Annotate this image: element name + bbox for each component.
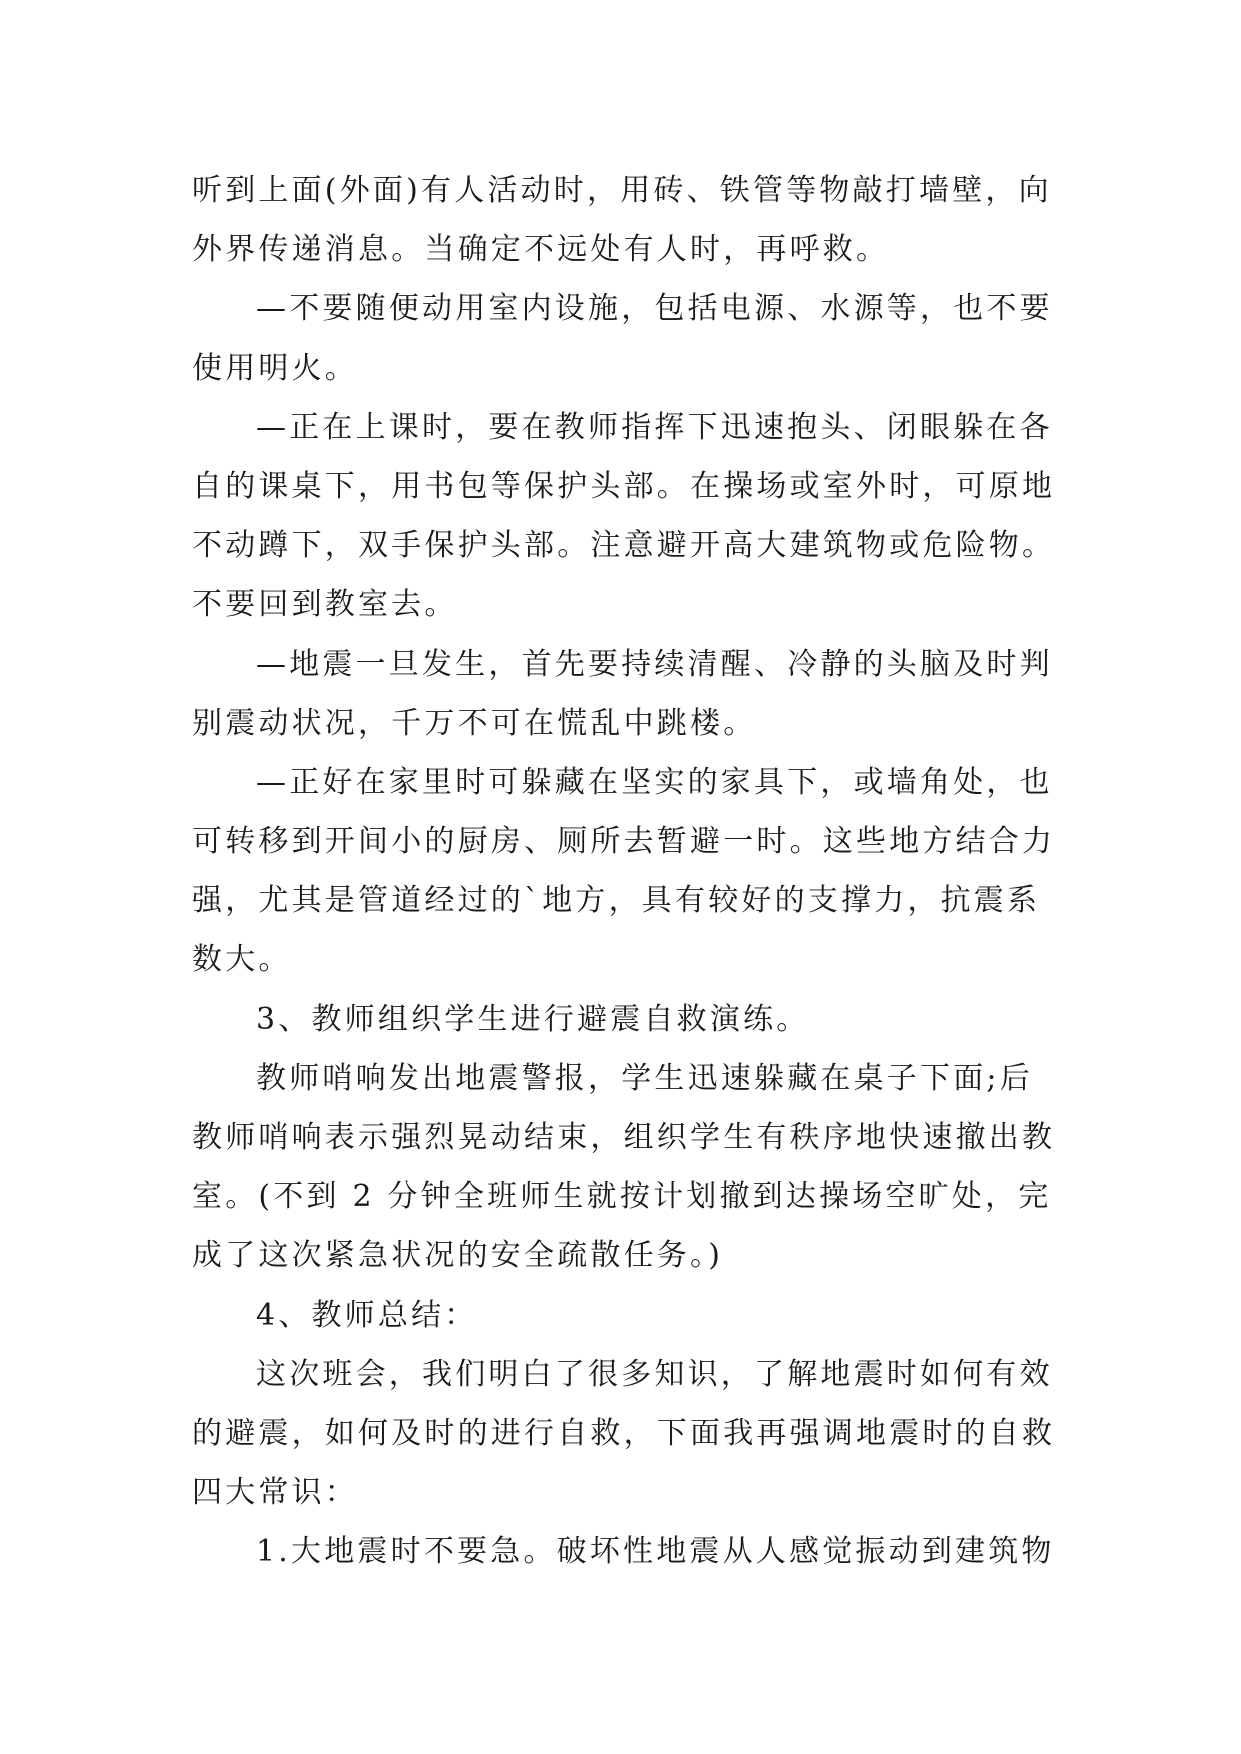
text-line: 不要回到教室去。: [192, 587, 458, 623]
text-line: 室。(不到 2 分钟全班师生就按计划撤到达操场空旷处，完: [192, 1179, 1052, 1215]
text-line: 1.大地震时不要急。破坏性地震从人感觉振动到建筑物: [256, 1534, 1055, 1570]
text-line: 成了这次紧急状况的安全疏散任务。): [192, 1238, 724, 1274]
body-text: [192, 161, 1067, 1582]
text-line: —正在上课时，要在教师指挥下迅速抱头、闭眼躲在各: [256, 409, 1053, 445]
text-line: 教师哨响发出地震警报，学生迅速躲藏在桌子下面;后: [256, 1060, 1033, 1096]
text-line: —正好在家里时可躲藏在坚实的家具下，或墙角处，也: [256, 764, 1053, 800]
text-line: 的避震，如何及时的进行自救，下面我再强调地震时的自救: [192, 1415, 1056, 1451]
text-line: 自的课桌下，用书包等保护头部。在操场或室外时，可原地: [192, 468, 1056, 504]
text-line: 四大常识：: [192, 1475, 358, 1511]
text-line: 别震动状况，千万不可在慌乱中跳楼。: [192, 705, 757, 741]
text-line: —地震一旦发生，首先要持续清醒、冷静的头脑及时判: [256, 646, 1053, 682]
text-line: 强，尤其是管道经过的`地方，具有较好的支撑力，抗震系: [192, 883, 1041, 919]
text-line: —不要随便动用室内设施，包括电源、水源等，也不要: [256, 291, 1053, 327]
text-line: 可转移到开间小的厨房、厕所去暂避一时。这些地方结合力: [192, 824, 1056, 860]
text-line: 使用明火。: [192, 350, 358, 386]
text-line: 听到上面(外面)有人活动时，用砖、铁管等物敲打墙壁，向: [192, 173, 1052, 208]
text-line: 外界传递消息。当确定不远处有人时，再呼救。: [192, 232, 890, 268]
text-line: 数大。: [192, 942, 292, 978]
text-line: 这次班会，我们明白了很多知识，了解地震时如何有效: [256, 1356, 1053, 1392]
text-line: 3、教师组织学生进行避震自救演练。: [256, 1001, 810, 1037]
text-line: 不动蹲下，双手保护头部。注意避开高大建筑物或危险物。: [192, 528, 1056, 564]
text-line: 4、教师总结：: [256, 1297, 478, 1333]
text-line: 教师哨响表示强烈晃动结束，组织学生有秩序地快速撤出教: [192, 1120, 1056, 1155]
